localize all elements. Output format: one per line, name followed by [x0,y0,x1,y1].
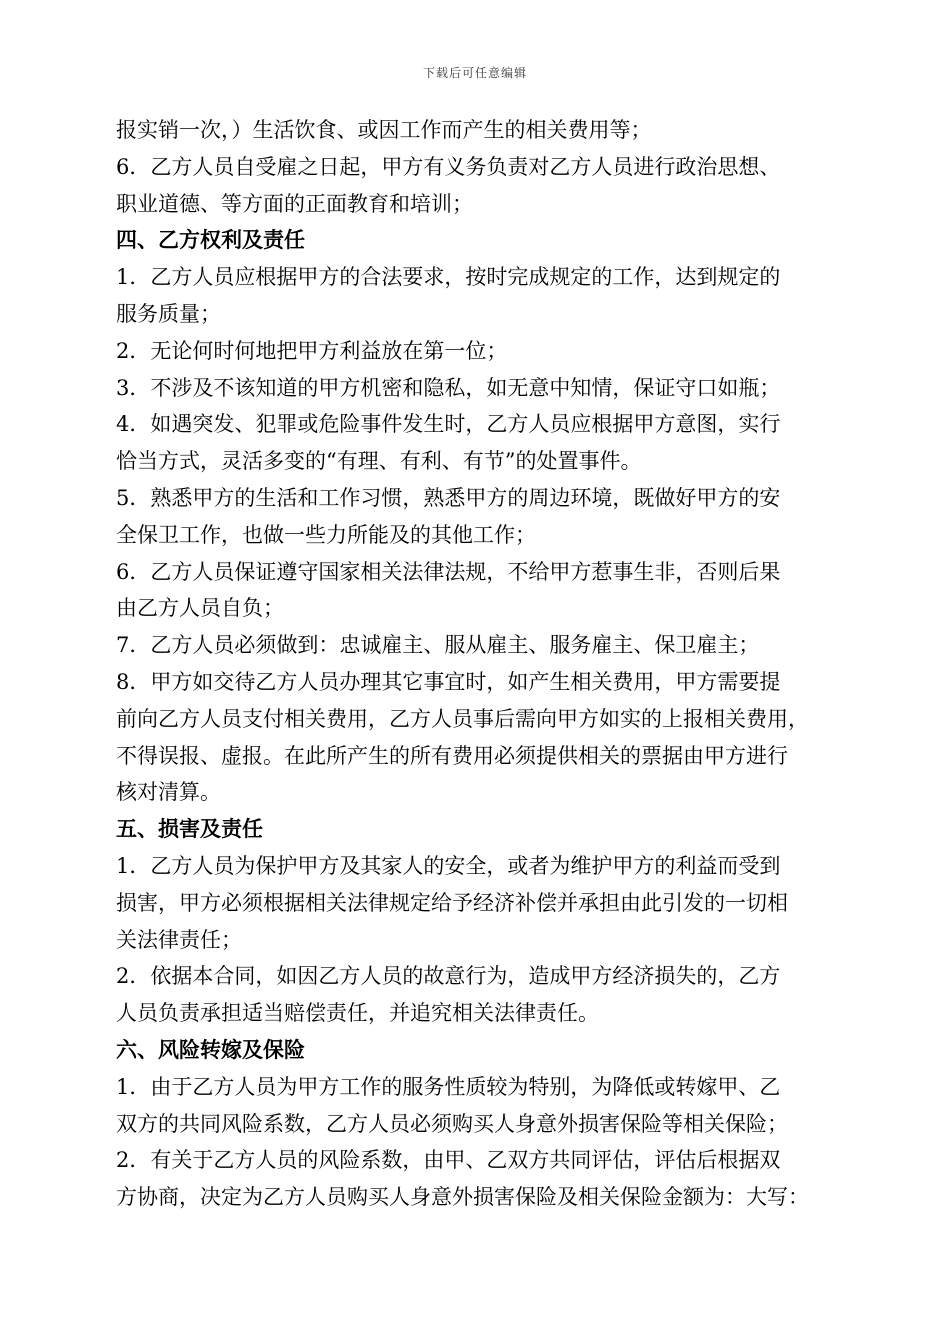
paragraph-line: 损害，甲方必须根据相关法律规定给予经济补偿并承担由此引发的一切相 [116,890,788,915]
paragraph-line: 2．依据本合同，如因乙方人员的故意行为，造成甲方经济损失的，乙方 [116,964,781,989]
section-heading: 四、乙方权利及责任 [116,228,305,253]
paragraph-line: 2．有关于乙方人员的风险系数，由甲、乙双方共同评估，评估后根据双 [116,1148,781,1173]
paragraph-line: 1．由于乙方人员为甲方工作的服务性质较为特别，为降低或转嫁甲、乙 [116,1074,781,1099]
section-heading: 六、风险转嫁及保险 [116,1037,305,1062]
document-body [116,112,852,1216]
paragraph-line: 方协商，决定为乙方人员购买人身意外损害保险及相关保险金额为：大写： [116,1185,809,1210]
section-heading: 五、损害及责任 [116,817,263,842]
paragraph-line: 职业道德、等方面的正面教育和培训； [116,191,473,216]
paragraph-line: 人员负责承担适当赔偿责任，并追究相关法律责任。 [116,1001,599,1026]
paragraph-line: 不得误报、虚报。在此所产生的所有费用必须提供相关的票据由甲方进行 [116,743,788,768]
paragraph-line: 8．甲方如交待乙方人员办理其它事宜时，如产生相关费用，甲方需要提 [116,669,781,694]
paragraph-line: 4．如遇突发、犯罪或危险事件发生时，乙方人员应根据甲方意图，实行 [116,412,781,437]
paragraph-line: 关法律责任； [116,927,242,952]
paragraph-line: 恰当方式，灵活多变的“有理、有利、有节”的处置事件。 [116,449,642,474]
paragraph-line: 双方的共同风险系数，乙方人员必须购买人身意外损害保险等相关保险； [116,1111,788,1136]
paragraph-line: 1．乙方人员为保护甲方及其家人的安全，或者为维护甲方的利益而受到 [116,853,781,878]
paragraph-line: 3．不涉及不该知道的甲方机密和隐私，如无意中知情，保证守口如瓶； [116,375,781,400]
paragraph-line: 全保卫工作，也做一些力所能及的其他工作； [116,522,536,547]
paragraph-line: 6．乙方人员自受雇之日起，甲方有义务负责对乙方人员进行政治思想、 [116,154,781,179]
paragraph-line: 6．乙方人员保证遵守国家相关法律法规，不给甲方惹事生非，否则后果 [116,559,781,584]
page-header: 下载后可任意编辑 [422,66,527,80]
paragraph-line: 服务质量； [116,301,221,326]
paragraph-line: 5．熟悉甲方的生活和工作习惯，熟悉甲方的周边环境，既做好甲方的安 [116,485,781,510]
paragraph-line: 由乙方人员自负； [116,596,284,621]
paragraph-line: 核对清算。 [116,780,221,805]
paragraph-line: 报实销一次，）生活饮食、或因工作而产生的相关费用等； [116,118,652,142]
paragraph-line: 1．乙方人员应根据甲方的合法要求，按时完成规定的工作，达到规定的 [116,265,781,290]
paragraph-line: 前向乙方人员支付相关费用，乙方人员事后需向甲方如实的上报相关费用， [116,706,809,731]
paragraph-line: 2．无论何时何地把甲方利益放在第一位； [116,338,508,363]
paragraph-line: 7．乙方人员必须做到：忠诚雇主、服从雇主、服务雇主、保卫雇主； [116,633,760,658]
